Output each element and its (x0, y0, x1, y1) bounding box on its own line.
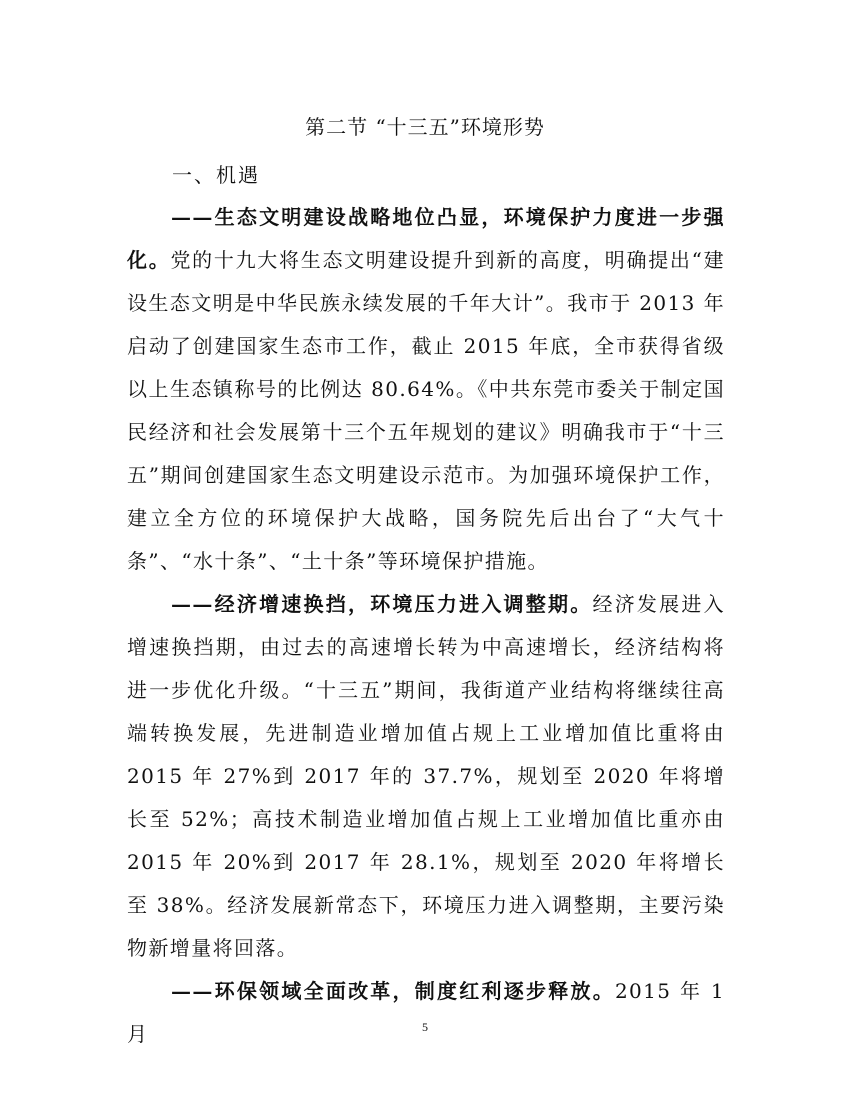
paragraph (127, 196, 725, 583)
page-number: 5 (422, 1020, 428, 1034)
paragraph-body: 经济发展进入增速换挡期，由过去的高速增长转为中高速增长，经济结构将进一步优化升级。“十三五”期间，我街道产业结构将继续往高端转换发展，先进制造业增加值占规上工业增加值比重将由 2015 年 27%到 2017 年的 37.7%，规划至 2020 年将增长至 52%；高技术制造业增加值占规上工业增加值比重亦由 2015 年 20%到 2017 年 28.1%，规划至 2020 年将增长至 38%。经济发展新常态下，环境压力进入调整期，主要污染物新增量将回落。 (127, 592, 725, 960)
paragraph-body: 2015 年 1 月 (127, 979, 725, 1046)
paragraph (127, 970, 725, 1056)
paragraph-lead: ——经济增速换挡，环境压力进入调整期。 (171, 592, 593, 616)
paragraph (127, 583, 725, 970)
body-text (127, 196, 725, 1056)
paragraph-body: 党的十九大将生态文明建设提升到新的高度，明确提出“建设生态文明是中华民族永续发展的千年大计”。我市于 2013 年启动了创建国家生态市工作，截止 2015 年底，全市获得省级以上生态镇称号的比例达 80.64%。《中共东莞市委关于制定国民经济和社会发展第十三个五年规划的建议》明确我市于“十三五”期间创建国家生态文明建设示范市。为加强环境保护工作，建立全方位的环境保护大战略，国务院先后出台了“大气十条”、“水十条”、“土十条”等环境保护措施。 (127, 248, 725, 573)
paragraph-lead: ——生态文明建设战略地位凸显，环境保护力度进一步强化。 (127, 205, 725, 272)
subheading: 一、机遇 (172, 163, 260, 187)
section-title: 第二节 “十三五”环境形势 (305, 115, 545, 139)
paragraph-lead: ——环保领域全面改革，制度红利逐步释放。 (171, 979, 615, 1003)
